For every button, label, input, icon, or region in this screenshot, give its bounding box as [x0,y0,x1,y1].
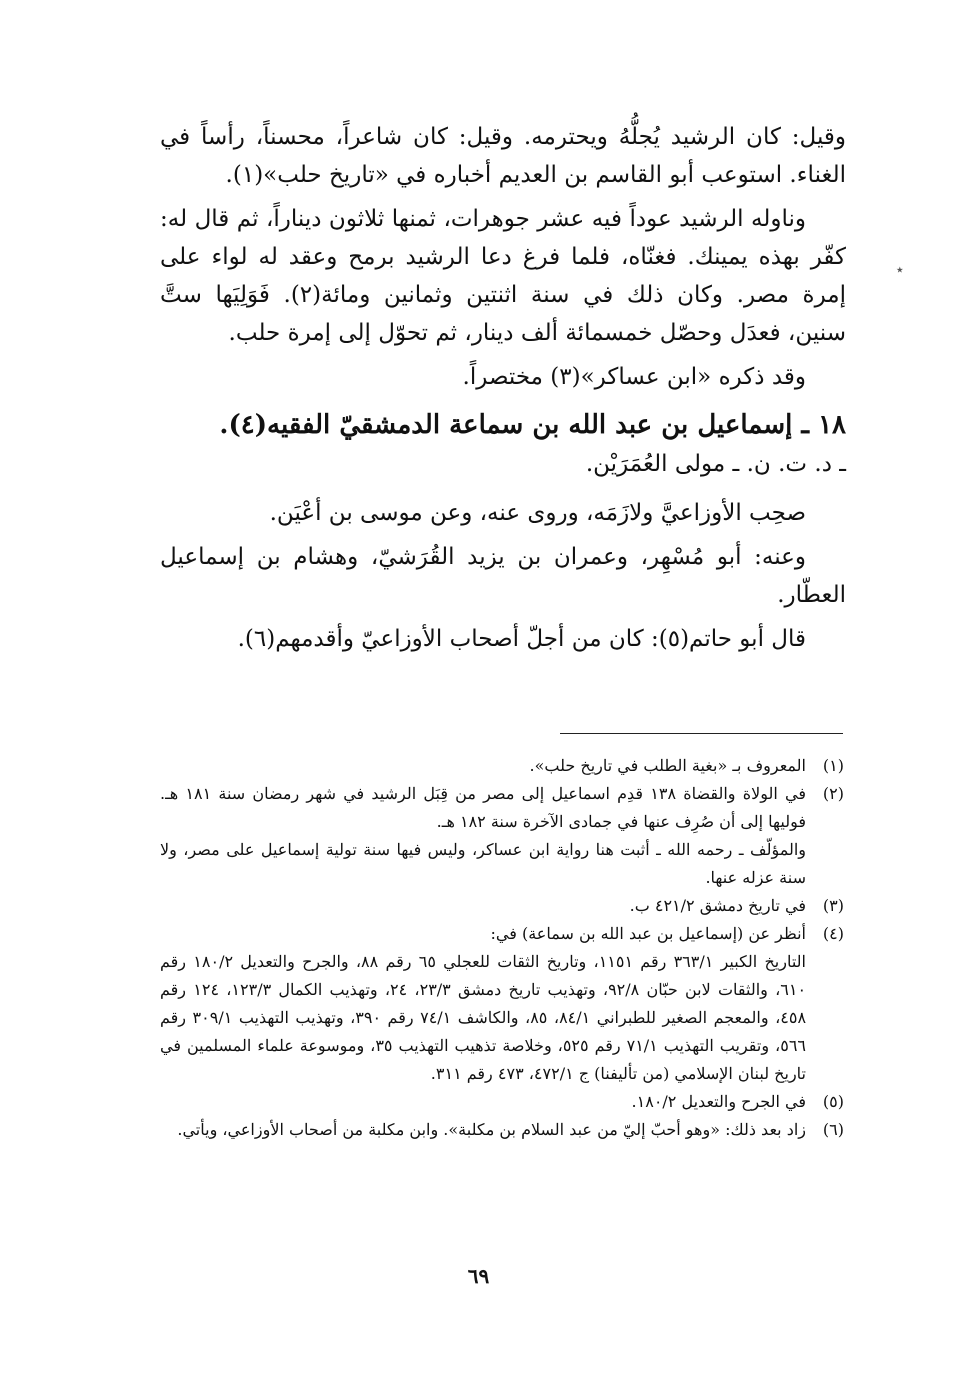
paragraph-1: وقيل: كان الرشيد يُجلُّهُ ويحترمه. وقيل: كان شاعراً، محسناً، رأساً في الغناء. استوعب أبو القاسم بن العديم أخباره في «تاريخ حلب»(١). [160,124,846,188]
paragraph-3: وقد ذكره «ابن عساكر»(٣) مختصراً. [462,364,806,390]
footnote-text: في تاريخ دمشق ٤٢١/٢ ب. [629,896,806,915]
footnote-4-sources: التاريخ الكبير ٣٦٣/١ رقم ١١٥١، وتاريخ الثقات للعجلي ٦٥ رقم ٨٨، والجرح والتعديل ١٨٠/٢ رقم ٦١٠، والثقات لابن حبّان ٩٢/٨، وتهذيب تاريخ دمشق ٢٣/٣، ٢٤، وتهذيب الكمال ١٢٣/٣، ١٢٤ رقم ٤٥٨، والمعجم الصغير للطبراني ٨٤/١، ٨٥، والكاشف ٧٤/١ رقم ٣٩٠، وتهذيب التهذيب ٣٠٩/١ رقم ٥٦٦، وتقريب التهذيب ٧١/١ رقم ٥٢٥، وخلاصة تذهيب التهذيب ٣٥، وموسوعة علماء المسلمين في تاريخ لبنان الإسلامي (من تأليفنا) ج ٤٧٢/١، ٤٧٣ رقم ٣١١. [160,952,807,1083]
entry-heading: ١٨ ـ إسماعيل بن عبد الله بن سماعة الدمشقيّ الفقيه(٤). [219,410,846,440]
footnotes [160,752,844,1144]
footnote-number: (٤) [822,924,844,943]
footnote-5 [160,1088,844,1116]
footnote-4 [160,920,844,948]
footnote-number: (٦) [822,1120,844,1139]
entry-line-3: قال أبو حاتم(٥): كان من أجلّ أصحاب الأوزاعيّ وأقدمهم(٦). [237,626,806,652]
margin-mark: ٭ [896,262,904,278]
main-text [160,118,846,664]
footnote-3 [160,892,844,920]
entry-line-1: صحِب الأوزاعيَّ ولازَمَه، وروى عنه، وعن موسى بن أعْيَن. [269,500,806,526]
footnote-text: زاد بعد ذلك: «وهو أحبّ إليّ من عبد السلام بن مكلبة». وابن مكلبة من أصحاب الأوزاعي، ويأتي. [177,1120,806,1139]
paragraph-2: وناوله الرشيد عوداً فيه عشر جوهرات، ثمنها ثلاثون ديناراً، ثم قال له: كفّر بهذه يمينك. فغنّاه، فلما فرغ دعا الرشيد برمح وعقد له لواء على إمرة مصر. وكان ذلك في سنة اثنتين وثمانين ومائة(٢). فَوَلِيَها ستَّ سنين، فعدَل وحصّل خمسمائة ألف دينار، ثم تحوّل إلى إمرة حلب. [160,206,846,346]
footnote-number: (٢) [822,784,844,803]
footnote-text: المعروف بـ «بغية الطلب في تاريخ حلب». [529,756,806,775]
footnote-text: أنظر عن (إسماعيل بن عبد الله بن سماعة) في: [490,924,806,943]
entry-subheading: ـ د. ت. ن. ـ مولى العُمَرَيْن. [585,451,846,477]
footnote-text: في الولاة والقضاة ١٣٨ قدِم اسماعيل إلى مصر من قِبَل الرشيد في شهر رمضان سنة ١٨١ هـ. فوليها إلى أن صُرِف عنها في جمادى الآخرة سنة ١٨٢ هـ. [160,784,807,831]
entry-line-2: وعنه: أبو مُسْهِر، وعمران بن يزيد القُرَشيّ، وهشام بن إسماعيل العطّار. [160,544,846,608]
footnote-text: في الجرح والتعديل ١٨٠/٢. [631,1092,806,1111]
footnote-2-continued: والمؤلّف ـ رحمه الله ـ أثبت هنا رواية ابن عساكر، وليس فيها سنة تولية إسماعيل على مصر، ولا سنة عزله عنها. [160,840,807,887]
footnote-number: (١) [822,756,844,775]
footnote-1 [160,752,844,780]
footnote-number: (٥) [822,1092,844,1111]
footnote-6 [160,1116,844,1144]
footnote-2 [160,780,844,836]
page-number: ٦٩ [467,1264,490,1288]
footnote-divider [560,733,843,734]
footnote-number: (٣) [822,896,844,915]
